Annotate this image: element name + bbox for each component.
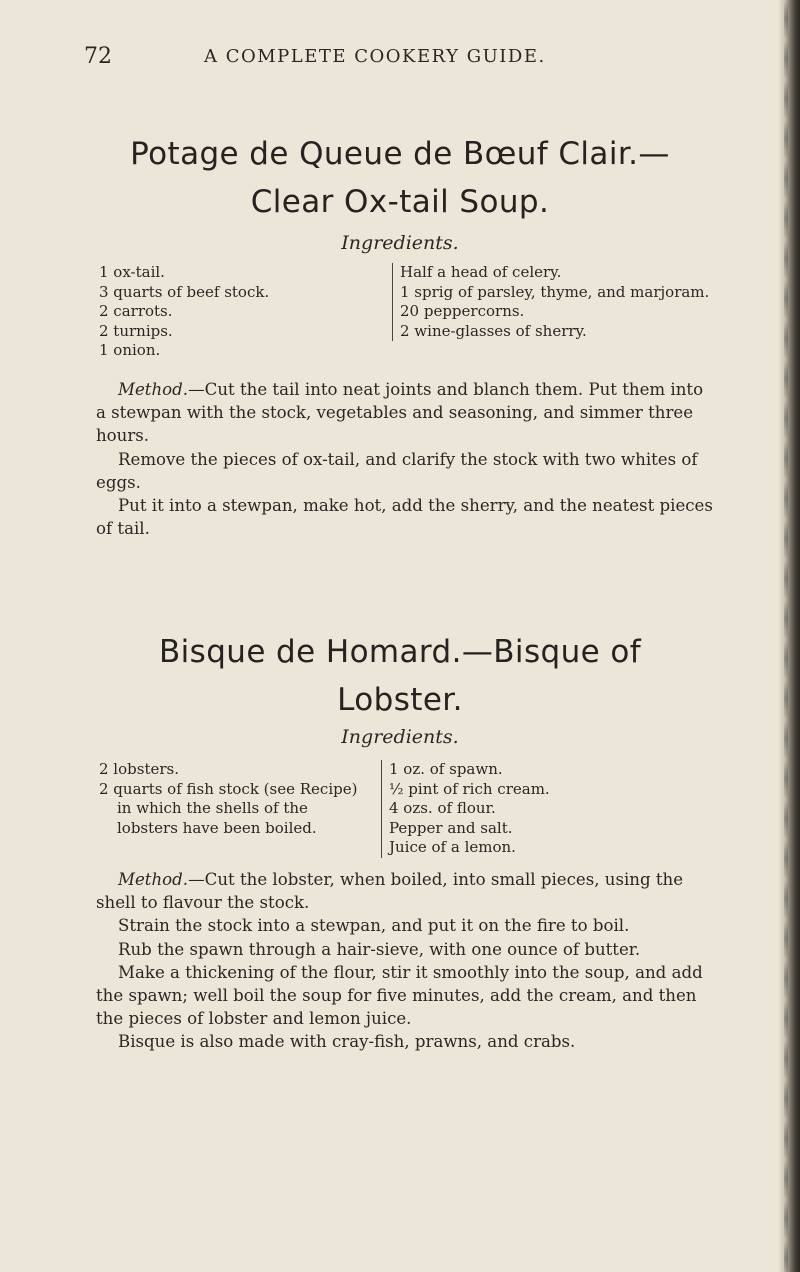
ingredient-item: 2 turnips. — [99, 321, 173, 340]
ingredient-item: 1 ox-tail. — [99, 263, 165, 281]
ingredient-item: 1 onion. — [99, 341, 161, 359]
ingredient-item: 20 peppercorns. — [400, 302, 525, 320]
ingredient-item: 1 oz. of spawn. — [389, 760, 503, 778]
page-number: 72 — [84, 44, 112, 69]
method-label: Method. — [118, 870, 189, 889]
ingredient-item: 3 quarts of beef stock. — [99, 282, 270, 301]
ingredient-item: 2 quarts of fish stock (see Recipe) in which the shells of the lobsters have been boiled. — [99, 779, 358, 837]
recipe1-ingredients-heading: Ingredients. — [341, 232, 459, 254]
method-paragraph: Rub the spawn through a hair-sieve, with one ounce of butter. — [118, 939, 641, 959]
recipe2-ingredients-heading: Ingredients. — [341, 726, 459, 748]
method-paragraph: Bisque is also made with cray-fish, prawns, and crabs. — [118, 1032, 576, 1052]
method-paragraph: Remove the pieces of ox-tail, and clarify the stock with two whites of eggs. — [96, 449, 698, 492]
recipe1-ingredients-right — [392, 263, 718, 341]
method-label: Method. — [118, 380, 189, 399]
recipe1-title-line1: Potage de Queue de Bœuf Clair.— — [130, 136, 670, 172]
method-text: —Cut the lobster, when boiled, into small pieces, using the shell to flavour the stock. — [96, 870, 684, 913]
recipe1-ingredients-left — [99, 263, 379, 361]
ingredient-item: 2 carrots. — [99, 302, 173, 320]
recipe2-title-line2: Lobster. — [337, 682, 463, 718]
method-paragraph: Strain the stock into a stewpan, and put it on the fire to boil. — [118, 916, 630, 936]
method-paragraph — [96, 378, 714, 448]
recipe1-title-line2: Clear Ox-tail Soup. — [250, 184, 550, 220]
method-paragraph: Make a thickening of the flour, stir it smoothly into the soup, and add the spawn; well boil the soup for five minutes, add the cream, and then the pieces of lobster and lemon juice. — [96, 962, 703, 1029]
method-text: —Cut the tail into neat joints and blanch them. Put them into a stewpan with the stock, vegetables and seasoning, and simmer three hours. — [96, 380, 704, 446]
recipe2-ingredients-left — [99, 760, 369, 838]
running-head — [84, 44, 716, 74]
recipe2-ingredients-right — [381, 760, 719, 858]
recipe2-method — [96, 868, 714, 1054]
ingredient-item: Half a head of celery. — [400, 263, 562, 281]
ingredient-item: 1 sprig of parsley, thyme, and marjoram. — [400, 282, 710, 301]
ingredient-item: 2 lobsters. — [99, 760, 179, 778]
ingredient-item: Pepper and salt. — [389, 818, 513, 837]
ingredient-item: ½ pint of rich cream. — [389, 779, 550, 798]
ingredient-item: 4 ozs. of flour. — [389, 799, 496, 817]
method-paragraph — [96, 868, 714, 914]
recipe2-title-line1: Bisque de Homard.—Bisque of — [158, 634, 642, 670]
ingredient-item: 2 wine-glasses of sherry. — [400, 321, 587, 340]
running-title: A COMPLETE COOKERY GUIDE. — [204, 46, 546, 67]
recipe1-method — [96, 378, 714, 540]
ingredient-item: Juice of a lemon. — [389, 838, 516, 856]
method-paragraph: Put it into a stewpan, make hot, add the sherry, and the neatest pieces of tail. — [96, 496, 713, 539]
